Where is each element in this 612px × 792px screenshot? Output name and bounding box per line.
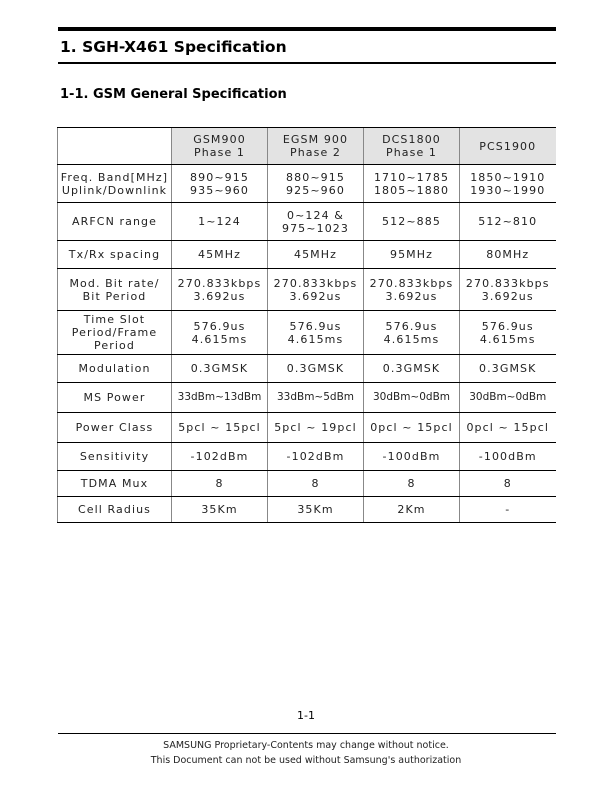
value-cell: 95MHz — [364, 241, 460, 269]
table-row — [58, 471, 556, 497]
row-label-cell: Power Class — [58, 413, 172, 443]
value-cell: -102dBm — [172, 443, 268, 471]
value-cell: 80MHz — [460, 241, 556, 269]
gsm-spec-table — [57, 127, 556, 523]
title-underline — [58, 62, 556, 64]
value-cell: 576.9us 4.615ms — [268, 311, 364, 355]
value-cell: 1710~1785 1805~1880 — [364, 165, 460, 203]
subsection-title: 1-1. GSM General Specification — [60, 87, 287, 102]
row-label-cell: TDMA Mux — [58, 471, 172, 497]
value-cell: 0.3GMSK — [268, 355, 364, 383]
value-cell: - — [460, 497, 556, 523]
value-cell: 35Km — [268, 497, 364, 523]
value-cell: 512~810 — [460, 203, 556, 241]
row-label-cell: ARFCN range — [58, 203, 172, 241]
row-label-cell: Cell Radius — [58, 497, 172, 523]
value-cell: 1850~1910 1930~1990 — [460, 165, 556, 203]
row-label-cell: Mod. Bit rate/ Bit Period — [58, 269, 172, 311]
row-label-cell: Tx/Rx spacing — [58, 241, 172, 269]
value-cell: 33dBm~13dBm — [172, 383, 268, 413]
header-cell: EGSM 900 Phase 2 — [268, 128, 364, 165]
table-row — [58, 413, 556, 443]
table-row — [58, 311, 556, 355]
table-row — [58, 269, 556, 311]
value-cell: 0.3GMSK — [460, 355, 556, 383]
page-number: 1-1 — [297, 709, 315, 722]
value-cell: 576.9us 4.615ms — [460, 311, 556, 355]
value-cell: 890~915 935~960 — [172, 165, 268, 203]
value-cell: -100dBm — [460, 443, 556, 471]
value-cell: 576.9us 4.615ms — [364, 311, 460, 355]
row-label-cell: Time Slot Period/Frame Period — [58, 311, 172, 355]
value-cell: 270.833kbps 3.692us — [460, 269, 556, 311]
value-cell: 45MHz — [268, 241, 364, 269]
value-cell: 576.9us 4.615ms — [172, 311, 268, 355]
header-cell: PCS1900 — [460, 128, 556, 165]
value-cell: 270.833kbps 3.692us — [268, 269, 364, 311]
value-cell: 8 — [172, 471, 268, 497]
footer-authorization: This Document can not be used without Samsung's authorization — [150, 755, 462, 766]
value-cell: 8 — [268, 471, 364, 497]
header-cell-empty — [58, 128, 172, 165]
row-label-cell: Modulation — [58, 355, 172, 383]
table-row — [58, 497, 556, 523]
section-title: 1. SGH-X461 Specification — [60, 38, 287, 56]
value-cell: 880~915 925~960 — [268, 165, 364, 203]
value-cell: 5pcl ~ 19pcl — [268, 413, 364, 443]
table-row — [58, 443, 556, 471]
value-cell: 0pcl ~ 15pcl — [460, 413, 556, 443]
value-cell: -102dBm — [268, 443, 364, 471]
top-rule — [58, 27, 556, 31]
header-cell: DCS1800 Phase 1 — [364, 128, 460, 165]
value-cell: 5pcl ~ 15pcl — [172, 413, 268, 443]
header-cell: GSM900 Phase 1 — [172, 128, 268, 165]
row-label-cell: MS Power — [58, 383, 172, 413]
value-cell: 30dBm~0dBm — [364, 383, 460, 413]
value-cell: -100dBm — [364, 443, 460, 471]
value-cell: 30dBm~0dBm — [460, 383, 556, 413]
value-cell: 512~885 — [364, 203, 460, 241]
value-cell: 0.3GMSK — [172, 355, 268, 383]
footer-notice: SAMSUNG Proprietary-Contents may change without notice. — [163, 740, 449, 751]
table-row — [58, 203, 556, 241]
row-label-cell: Sensitivity — [58, 443, 172, 471]
row-label-cell: Freq. Band[MHz] Uplink/Downlink — [58, 165, 172, 203]
value-cell: 1~124 — [172, 203, 268, 241]
value-cell: 8 — [364, 471, 460, 497]
table-row — [58, 241, 556, 269]
value-cell: 0.3GMSK — [364, 355, 460, 383]
value-cell: 8 — [460, 471, 556, 497]
table-row — [58, 165, 556, 203]
value-cell: 270.833kbps 3.692us — [172, 269, 268, 311]
table-row — [58, 383, 556, 413]
table-row — [58, 355, 556, 383]
value-cell: 0~124 & 975~1023 — [268, 203, 364, 241]
value-cell: 2Km — [364, 497, 460, 523]
value-cell: 0pcl ~ 15pcl — [364, 413, 460, 443]
table-header-row — [58, 128, 556, 165]
footer-rule — [58, 733, 556, 734]
value-cell: 33dBm~5dBm — [268, 383, 364, 413]
value-cell: 45MHz — [172, 241, 268, 269]
value-cell: 35Km — [172, 497, 268, 523]
value-cell: 270.833kbps 3.692us — [364, 269, 460, 311]
